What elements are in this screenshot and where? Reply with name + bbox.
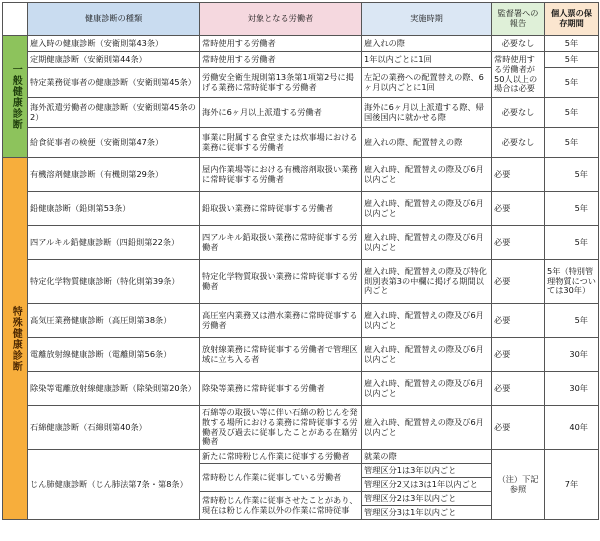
timing: 雇入れ時、配置替えの際及び特化則別表第3の中欄に掲げる期間以内ごと bbox=[362, 260, 492, 304]
retention-period: 5年 bbox=[545, 158, 599, 192]
header-report: 監督署への報告 bbox=[492, 3, 545, 36]
timing: 雇入れの際 bbox=[362, 36, 492, 52]
checkup-type: 海外派遣労働者の健康診断（安衛則第45条の2） bbox=[28, 98, 200, 128]
report-requirement: 必要 bbox=[492, 372, 545, 406]
checkup-type: 石綿健康診断（石綿則第40条） bbox=[28, 406, 200, 450]
retention-period: 5年 bbox=[545, 98, 599, 128]
timing: 左記の業務への配置替えの際、6ヶ月以内ごとに1回 bbox=[362, 68, 492, 98]
target-workers: 常時使用する労働者 bbox=[200, 36, 362, 52]
checkup-type: 定期健康診断（安衛則第44条） bbox=[28, 52, 200, 68]
table-row bbox=[3, 372, 599, 406]
health-checkup-table bbox=[2, 2, 599, 520]
retention-period: 5年 bbox=[545, 52, 599, 68]
report-requirement: 必要なし bbox=[492, 98, 545, 128]
report-requirement: 必要 bbox=[492, 304, 545, 338]
header-target: 対象となる労働者 bbox=[200, 3, 362, 36]
category-special: 特殊健康診断 bbox=[3, 158, 28, 520]
header-type: 健康診断の種類 bbox=[28, 3, 200, 36]
retention-period: 40年 bbox=[545, 406, 599, 450]
report-requirement: （注）下記参照 bbox=[492, 450, 545, 520]
target-workers: 特定化学物質取扱い業務に常時従事する労働者 bbox=[200, 260, 362, 304]
header-row bbox=[3, 3, 599, 36]
checkup-type: じん肺健康診断（じん肺法第7条・第8条） bbox=[28, 450, 200, 520]
target-workers: 新たに常時粉じん作業に従事する労働者 bbox=[200, 450, 362, 464]
checkup-type: 高気圧業務健康診断（高圧則第38条） bbox=[28, 304, 200, 338]
report-requirement: 必要 bbox=[492, 338, 545, 372]
table-row bbox=[3, 406, 599, 450]
target-workers: 労働安全衛生規則第13条第1項第2号に掲げる業務に常時従事する労働者 bbox=[200, 68, 362, 98]
target-workers: 四アルキル鉛取扱い業務に常時従事する労働者 bbox=[200, 226, 362, 260]
table-row bbox=[3, 450, 599, 464]
timing: 雇入れ時、配置替えの際及び6月以内ごと bbox=[362, 226, 492, 260]
target-workers: 海外に6ヶ月以上派遣する労働者 bbox=[200, 98, 362, 128]
timing: 雇入れの際、配置替えの際 bbox=[362, 128, 492, 158]
retention-period: 30年 bbox=[545, 372, 599, 406]
target-workers: 高圧室内業務又は潜水業務に常時従事する労働者 bbox=[200, 304, 362, 338]
timing: 雇入れ時、配置替えの際及び6月以内ごと bbox=[362, 338, 492, 372]
timing: 雇入れ時、配置替えの際及び6月以内ごと bbox=[362, 158, 492, 192]
checkup-type: 除染等電離放射線健康診断（除染則第20条） bbox=[28, 372, 200, 406]
retention-period: 5年 bbox=[545, 192, 599, 226]
target-workers: 鉛取扱い業務に常時従事する労働者 bbox=[200, 192, 362, 226]
category-general: 一般健康診断 bbox=[3, 36, 28, 158]
table-row bbox=[3, 98, 599, 128]
timing: 雇入れ時、配置替えの際及び6月以内ごと bbox=[362, 372, 492, 406]
report-requirement: 必要なし bbox=[492, 36, 545, 52]
retention-period: 5年 bbox=[545, 36, 599, 52]
checkup-type: 有機溶剤健康診断（有機則第29条） bbox=[28, 158, 200, 192]
timing: 管理区分2は3年以内ごと bbox=[362, 492, 492, 506]
table-row bbox=[3, 192, 599, 226]
table-row bbox=[3, 226, 599, 260]
timing: 管理区分3は1年以内ごと bbox=[362, 506, 492, 520]
report-requirement: 必要 bbox=[492, 226, 545, 260]
report-requirement: 常時使用する労働者が50人以上の場合は必要 bbox=[492, 52, 545, 98]
retention-period: 30年 bbox=[545, 338, 599, 372]
report-requirement: 必要 bbox=[492, 192, 545, 226]
retention-period: 5年 bbox=[545, 304, 599, 338]
header-timing: 実施時期 bbox=[362, 3, 492, 36]
table-row bbox=[3, 304, 599, 338]
timing: 海外に6ヶ月以上派遣する際、帰国後国内に就かせる際 bbox=[362, 98, 492, 128]
retention-period: 7年 bbox=[545, 450, 599, 520]
checkup-type: 給食従事者の検便（安衛則第47条） bbox=[28, 128, 200, 158]
target-workers: 事業に附属する食堂または炊事場における業務に従事する労働者 bbox=[200, 128, 362, 158]
timing: 管理区分1は3年以内ごと bbox=[362, 464, 492, 478]
table-row bbox=[3, 52, 599, 68]
target-workers: 放射線業務に常時従事する労働者で管理区域に立ち入る者 bbox=[200, 338, 362, 372]
target-workers: 除染等業務に常時従事する労働者 bbox=[200, 372, 362, 406]
checkup-type: 電離放射線健康診断（電離則第56条） bbox=[28, 338, 200, 372]
timing: 雇入れ時、配置替えの際及び6月以内ごと bbox=[362, 406, 492, 450]
target-workers: 石綿等の取扱い等に伴い石綿の粉じんを発散する場所における業務に常時従事する労働者及び過去に従事したことがある在籍労働者 bbox=[200, 406, 362, 450]
table-row bbox=[3, 158, 599, 192]
timing: 雇入れ時、配置替えの際及び6月以内ごと bbox=[362, 304, 492, 338]
retention-period: 5年（特別管理物質については30年） bbox=[545, 260, 599, 304]
timing: 1年以内ごとに1回 bbox=[362, 52, 492, 68]
header-keep: 個人票の保存期間 bbox=[545, 3, 599, 36]
timing: 就業の際 bbox=[362, 450, 492, 464]
target-workers: 屋内作業場等における有機溶剤取扱い業務に常時従事する労働者 bbox=[200, 158, 362, 192]
target-workers: 常時使用する労働者 bbox=[200, 52, 362, 68]
checkup-type: 鉛健康診断（鉛則第53条） bbox=[28, 192, 200, 226]
table-row bbox=[3, 338, 599, 372]
report-requirement: 必要なし bbox=[492, 128, 545, 158]
table-row bbox=[3, 36, 599, 52]
target-workers: 常時粉じん作業に従事している労働者 bbox=[200, 464, 362, 492]
checkup-type: 四アルキル鉛健康診断（四鉛則第22条） bbox=[28, 226, 200, 260]
report-requirement: 必要 bbox=[492, 260, 545, 304]
checkup-type: 特定化学物質健康診断（特化則第39条） bbox=[28, 260, 200, 304]
report-requirement: 必要 bbox=[492, 158, 545, 192]
timing: 雇入れ時、配置替えの際及び6月以内ごと bbox=[362, 192, 492, 226]
checkup-type: 特定業務従事者の健康診断（安衛則第45条） bbox=[28, 68, 200, 98]
checkup-type: 雇入時の健康診断（安衛則第43条） bbox=[28, 36, 200, 52]
target-workers: 常時粉じん作業に従事させたことがあり、現在は粉じん作業以外の作業に常時従事 bbox=[200, 492, 362, 520]
retention-period: 5年 bbox=[545, 68, 599, 98]
table-row bbox=[3, 128, 599, 158]
header-blank bbox=[3, 3, 28, 36]
report-requirement: 必要 bbox=[492, 406, 545, 450]
retention-period: 5年 bbox=[545, 128, 599, 158]
timing: 管理区分2又は3は1年以内ごと bbox=[362, 478, 492, 492]
retention-period: 5年 bbox=[545, 226, 599, 260]
table-row bbox=[3, 260, 599, 304]
